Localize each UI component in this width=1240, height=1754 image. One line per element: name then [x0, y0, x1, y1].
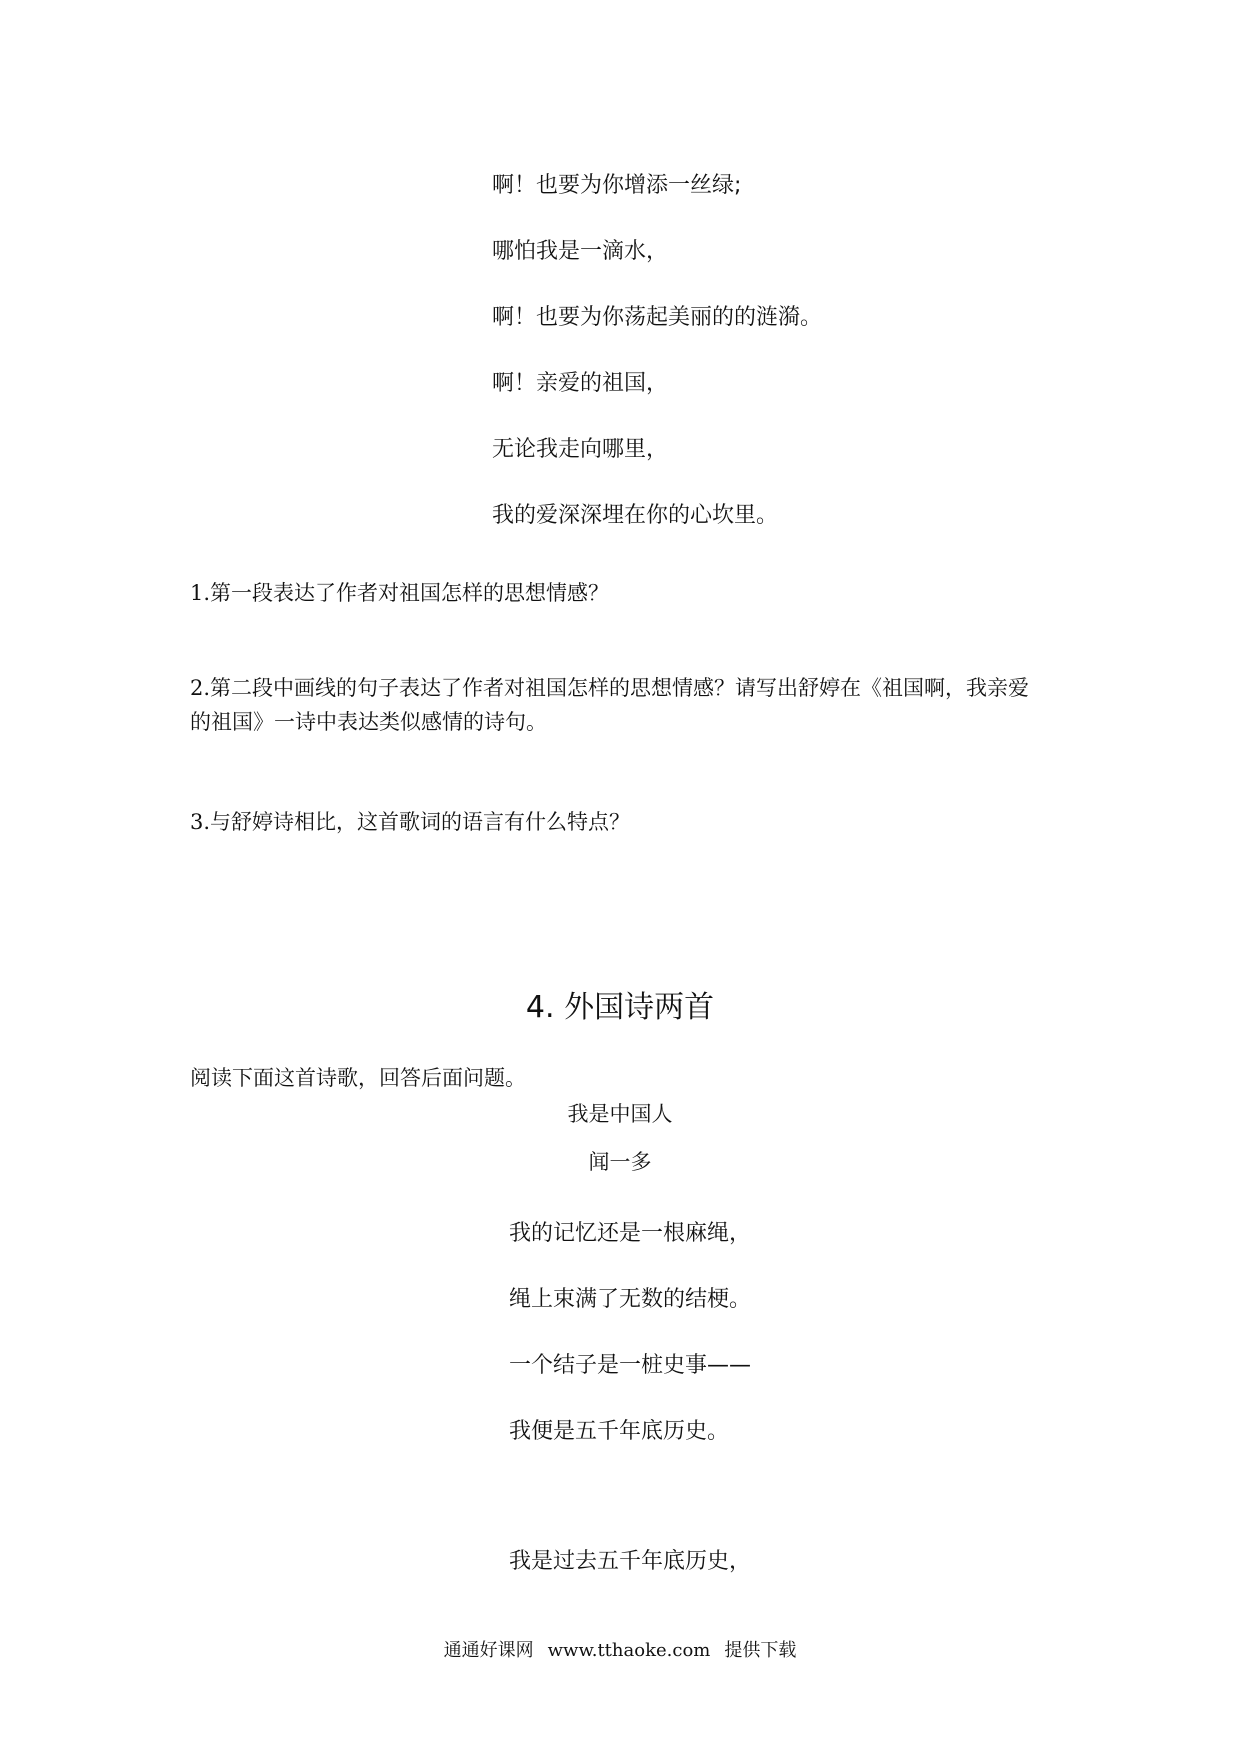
poem-line: 我便是五千年底历史。 — [509, 1419, 730, 1444]
question-2-line-1: 2.第二段中画线的句子表达了作者对祖国怎样的思想情感？请写出舒婷在《祖国啊，我亲爱 — [190, 676, 1030, 700]
poem-line: 绳上束满了无数的结梗。 — [509, 1287, 752, 1312]
poem-line: 啊！也要为你增添一丝绿; — [492, 173, 742, 198]
poem-author: 闻一多 — [588, 1150, 652, 1174]
poem-line: 哪怕我是一滴水， — [492, 239, 669, 264]
page-footer — [0, 1636, 1240, 1662]
poem-line: 一个结子是一桩史事—— — [509, 1353, 752, 1378]
footer-suffix: 提供下载 — [724, 1640, 797, 1661]
question-1: 1.第一段表达了作者对祖国怎样的思想情感？ — [190, 581, 610, 605]
poem-line: 啊！亲爱的祖国， — [492, 371, 669, 396]
question-2-line-2: 的祖国》一诗中表达类似感情的诗句。 — [190, 710, 547, 734]
section-heading: 4. 外国诗两首 — [525, 990, 715, 1025]
question-3: 3.与舒婷诗相比，这首歌词的语言有什么特点？ — [190, 810, 631, 834]
poem-line: 我是过去五千年底历史， — [509, 1549, 752, 1574]
footer-url[interactable]: www.tthaoke.com — [547, 1640, 711, 1661]
poem-line: 我的爱深深埋在你的心坎里。 — [492, 503, 779, 528]
poem-line: 无论我走向哪里， — [492, 437, 669, 462]
poem-line: 我的记忆还是一根麻绳， — [509, 1221, 752, 1246]
footer-site: 通通好课网 — [443, 1640, 534, 1661]
poem-line: 啊！也要为你荡起美丽的的涟漪。 — [492, 305, 823, 330]
poem-title: 我是中国人 — [567, 1102, 673, 1126]
section-instruction: 阅读下面这首诗歌，回答后面问题。 — [190, 1066, 526, 1090]
